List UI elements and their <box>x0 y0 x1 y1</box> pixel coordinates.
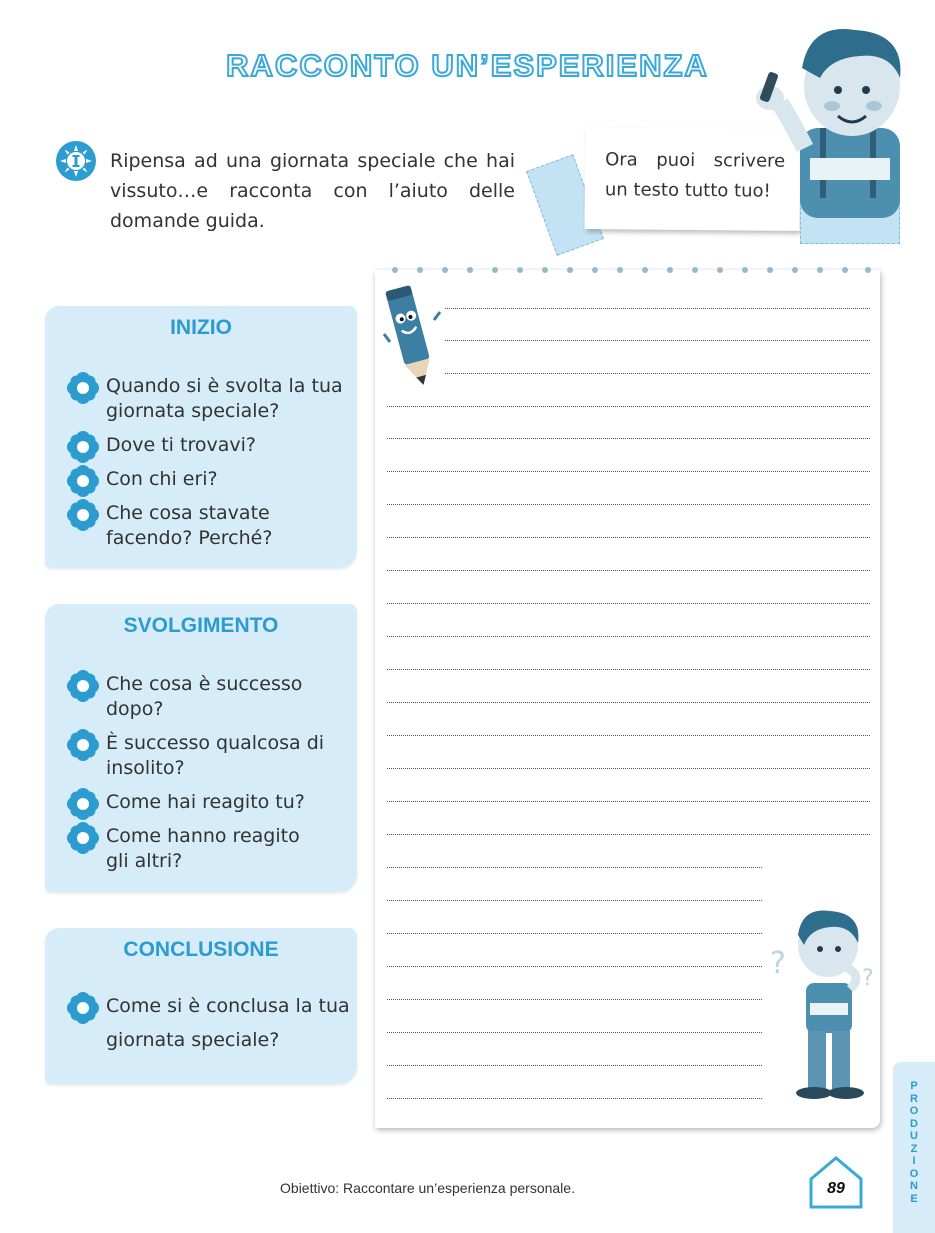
writing-line[interactable] <box>387 735 870 736</box>
writing-line[interactable] <box>387 406 870 407</box>
writing-line[interactable] <box>387 999 762 1000</box>
list-item <box>67 374 357 424</box>
page-title: RACCONTO UN’ESPERIENZA <box>226 48 709 83</box>
question-text: Con chi eri? <box>106 468 218 490</box>
svg-text:?: ? <box>770 946 786 981</box>
flower-icon <box>67 431 99 463</box>
list-item <box>67 433 357 463</box>
boy-with-marker-illustration <box>740 18 910 218</box>
svolgimento-panel <box>45 604 357 892</box>
thinking-boy-illustration <box>770 905 885 1105</box>
writing-line[interactable] <box>387 438 870 439</box>
note-text: Ora puoi scrivere un testo tutto tuo! <box>604 149 786 202</box>
question-text: Dove ti trovavi? <box>106 434 256 456</box>
list-item <box>67 994 357 1057</box>
objective-text: Obiettivo: Raccontare un’esperienza personale. <box>280 1180 575 1196</box>
flower-icon <box>67 670 99 702</box>
inizio-title: INIZIO <box>170 316 232 339</box>
writing-line[interactable] <box>445 340 870 341</box>
question-text: Come hai reagito tu? <box>106 791 305 813</box>
writing-line[interactable] <box>387 834 870 835</box>
writing-line[interactable] <box>445 308 870 309</box>
section-side-tab <box>893 1062 935 1233</box>
svolgimento-title: SVOLGIMENTO <box>123 614 279 637</box>
writing-line[interactable] <box>387 1032 762 1033</box>
writing-line[interactable] <box>387 570 870 571</box>
side-tab-label: P R O D U Z I O N E <box>909 1080 919 1205</box>
instruction-text: Ripensa ad una giornata speciale che hai vissuto…e racconta con l’aiuto delle domande guida. <box>110 150 515 232</box>
svg-text:?: ? <box>862 966 874 991</box>
writing-line[interactable] <box>387 900 762 901</box>
writing-line[interactable] <box>387 768 870 769</box>
writing-line[interactable] <box>387 801 870 802</box>
writing-line[interactable] <box>387 1065 762 1066</box>
flower-icon <box>67 499 99 531</box>
writing-line[interactable] <box>387 702 870 703</box>
writing-line[interactable] <box>387 504 870 505</box>
question-text: Che cosa è successo dopo? <box>106 673 303 720</box>
writing-line[interactable] <box>387 966 762 967</box>
list-item <box>67 467 357 497</box>
flower-icon <box>67 822 99 854</box>
conclusione-panel <box>45 928 357 1084</box>
question-text: È successo qualcosa di insolito? <box>106 732 325 779</box>
flower-icon <box>67 992 99 1024</box>
pencil-mascot-icon <box>382 282 444 394</box>
flower-icon <box>67 729 99 761</box>
writing-line[interactable] <box>445 373 870 374</box>
flower-icon <box>67 465 99 497</box>
question-text: Quando si è svolta la tua giornata speciale? <box>106 375 343 422</box>
list-item <box>67 672 357 722</box>
sheet-binding-rings <box>383 265 873 275</box>
writing-line[interactable] <box>387 933 762 934</box>
list-item <box>67 731 357 781</box>
writing-line[interactable] <box>387 867 762 868</box>
inizio-panel <box>45 306 357 568</box>
question-text: Come si è conclusa la tua giornata speciale? <box>106 995 350 1051</box>
info-sun-icon <box>55 140 97 182</box>
flower-icon <box>67 788 99 820</box>
writing-line[interactable] <box>387 471 870 472</box>
flower-icon <box>67 372 99 404</box>
list-item <box>67 501 357 551</box>
writing-line[interactable] <box>387 537 870 538</box>
question-text: Come hanno reagito gli altri? <box>106 825 300 872</box>
writing-line[interactable] <box>387 603 870 604</box>
question-text: Che cosa stavate facendo? Perché? <box>106 502 273 549</box>
conclusione-title: CONCLUSIONE <box>123 938 279 961</box>
list-item <box>67 790 357 820</box>
list-item <box>67 824 357 874</box>
page-number: 89 <box>827 1180 845 1197</box>
writing-line[interactable] <box>387 636 870 637</box>
writing-line[interactable] <box>387 1098 762 1099</box>
writing-line[interactable] <box>387 669 870 670</box>
